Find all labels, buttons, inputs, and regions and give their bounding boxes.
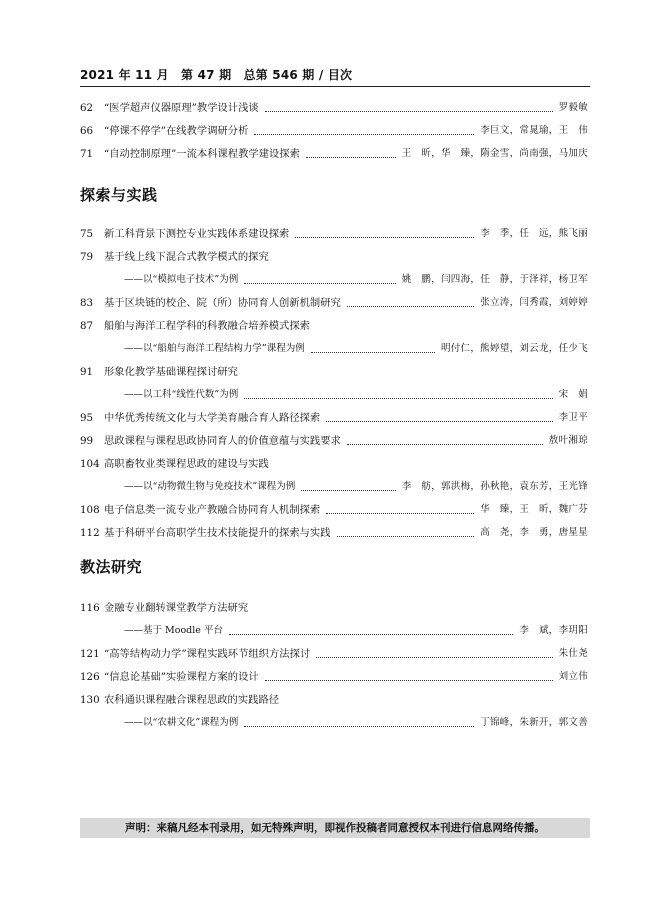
dot-leader — [347, 306, 474, 307]
page-number: 75 — [80, 228, 94, 240]
toc-entry — [80, 310, 588, 333]
article-title: 基于科研平台高职学生技术技能提升的探索与实践 — [104, 527, 331, 539]
article-title: 金融专业翻转课堂教学方法研究 — [104, 602, 249, 614]
article-authors: 敖叶湘琼 — [548, 435, 588, 446]
toc-subtitle-row — [80, 707, 588, 730]
page-number: 104 — [80, 458, 100, 470]
article-authors: 张立涛，闫秀霞，刘婷婷 — [480, 297, 588, 308]
article-subtitle: ——以“模拟电子技术”为例 — [124, 274, 239, 285]
article-title: “停课不停学”在线教学调研分析 — [104, 125, 249, 137]
article-title: “医学超声仪器原理”教学设计浅谈 — [104, 102, 259, 114]
toc-subtitle-row — [80, 333, 588, 356]
dot-leader — [316, 657, 552, 658]
article-title: “信息论基础”实验课程方案的设计 — [104, 671, 259, 683]
page-number: 79 — [80, 251, 94, 263]
article-authors: 高 尧，李 勇，唐星星 — [480, 527, 588, 538]
toc-entry — [80, 494, 588, 517]
dot-leader — [254, 134, 474, 135]
toc-entry — [80, 684, 588, 707]
dot-leader — [306, 157, 396, 158]
toc-section-continued — [80, 92, 588, 161]
dot-leader — [347, 444, 543, 445]
article-subtitle: ——以“船舶与海洋工程结构力学”课程为例 — [124, 343, 305, 354]
article-subtitle: ——以工科“线性代数”为例 — [124, 389, 239, 400]
toc-entry — [80, 287, 588, 310]
toc-section-teaching-methods — [80, 592, 588, 730]
article-title: 高职畜牧业类课程思政的建设与实践 — [104, 458, 269, 470]
dot-leader — [265, 111, 553, 112]
article-authors: 明付仁，熊婷望，刘云龙，任少飞 — [440, 343, 588, 354]
article-title: 形象化教学基础课程探讨研究 — [104, 366, 238, 378]
toc-section-exploration — [80, 218, 588, 540]
article-authors: 王 昕，华 臻，隋金雪，尚南强，马加庆 — [401, 148, 588, 159]
article-authors: 朱仕尧 — [558, 648, 588, 659]
article-authors: 华 臻，王 昕，魏广芬 — [480, 504, 588, 515]
article-title: 船舶与海洋工程学科的科教融合培养模式探索 — [104, 320, 310, 332]
dot-leader — [311, 352, 435, 353]
page-number: 62 — [80, 102, 94, 114]
page-number: 71 — [80, 148, 94, 160]
page-number: 108 — [80, 504, 100, 516]
article-subtitle: ——基于 Moodle 平台 — [124, 625, 223, 636]
article-title: 农科通识课程融合课程思政的实践路径 — [104, 694, 280, 706]
dot-leader — [229, 634, 513, 635]
article-authors: 罗毅敏 — [558, 102, 588, 113]
toc-entry — [80, 356, 588, 379]
toc-entry — [80, 218, 588, 241]
article-authors: 姚 鹏，闫四海，任 静，于泽祥，杨卫军 — [401, 274, 588, 285]
article-title: 中华优秀传统文化与大学美育融合育人路径探索 — [104, 412, 321, 424]
dot-leader — [326, 421, 552, 422]
header-rule — [80, 86, 590, 87]
dot-leader — [244, 283, 396, 284]
article-authors: 李 季，任 远，熊飞丽 — [480, 228, 588, 239]
dot-leader — [295, 237, 474, 238]
copyright-notice: 声明：来稿凡经本刊录用，如无特殊声明，即视作投稿者同意授权本刊进行信息网络传播。 — [80, 818, 590, 838]
article-title: 电子信息类一流专业产教融合协同育人机制探索 — [104, 504, 321, 516]
issue-header: 2021 年 11 月 第 47 期 总第 546 期 / 目次 — [80, 68, 353, 82]
toc-entry — [80, 92, 588, 115]
dot-leader — [244, 726, 474, 727]
article-authors: 刘立伟 — [558, 671, 588, 682]
toc-entry — [80, 425, 588, 448]
toc-entry — [80, 592, 588, 615]
article-authors: 宋 娟 — [558, 389, 588, 400]
page-number: 130 — [80, 694, 100, 706]
article-title: “高等结构动力学”课程实践环节组织方法探讨 — [104, 648, 311, 660]
toc-entry — [80, 402, 588, 425]
toc-entry — [80, 661, 588, 684]
article-authors: 李 斌，李玥阳 — [519, 625, 588, 636]
article-authors: 李卫平 — [558, 412, 588, 423]
page-number: 121 — [80, 648, 100, 660]
section-heading-teaching-methods: 教法研究 — [80, 558, 143, 576]
page-number: 95 — [80, 412, 94, 424]
toc-entry — [80, 115, 588, 138]
toc-subtitle-row — [80, 471, 588, 494]
section-heading-exploration: 探索与实践 — [80, 186, 158, 204]
toc-entry — [80, 638, 588, 661]
article-title: 思政课程与课程思政协同育人的价值意蕴与实践要求 — [104, 435, 341, 447]
page-number: 116 — [80, 602, 100, 614]
page-number: 91 — [80, 366, 94, 378]
page-number: 112 — [80, 527, 100, 539]
page-number: 66 — [80, 125, 94, 137]
article-subtitle: ——以“动物微生物与免疫技术”课程为例 — [124, 481, 296, 492]
article-title: 新工科背景下测控专业实践体系建设探索 — [104, 228, 290, 240]
article-title: “自动控制原理”一流本科课程教学建设探索 — [104, 148, 300, 160]
page-number: 87 — [80, 320, 94, 332]
article-authors: 丁锦峰，朱新开，郭文善 — [480, 717, 588, 728]
page-number: 99 — [80, 435, 94, 447]
toc-entry — [80, 138, 588, 161]
toc-subtitle-row — [80, 615, 588, 638]
toc-entry — [80, 517, 588, 540]
dot-leader — [326, 513, 474, 514]
article-subtitle: ——以“农耕文化”课程为例 — [124, 717, 239, 728]
toc-entry — [80, 448, 588, 471]
toc-subtitle-row — [80, 264, 588, 287]
article-authors: 李 舫，郭洪梅，孙秋艳，袁东芳，王光锋 — [401, 481, 588, 492]
page-number: 83 — [80, 297, 94, 309]
dot-leader — [244, 398, 552, 399]
toc-subtitle-row — [80, 379, 588, 402]
article-title: 基于区块链的校企、院（所）协同育人创新机制研究 — [104, 297, 341, 309]
dot-leader — [265, 680, 553, 681]
article-title: 基于线上线下混合式教学模式的探究 — [104, 251, 269, 263]
toc-entry — [80, 241, 588, 264]
dot-leader — [301, 490, 396, 491]
article-authors: 李巨文，常晁瑜，王 伟 — [480, 125, 588, 136]
page-number: 126 — [80, 671, 100, 683]
dot-leader — [337, 536, 475, 537]
